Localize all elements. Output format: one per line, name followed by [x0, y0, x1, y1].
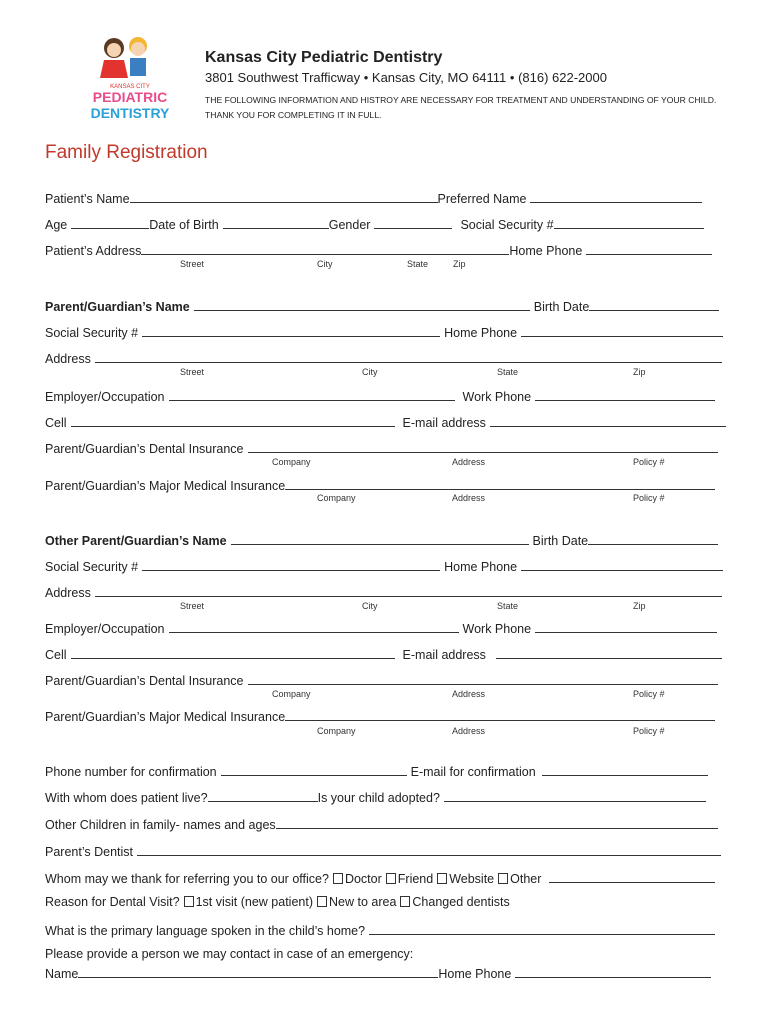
- ssn-field[interactable]: [554, 215, 704, 229]
- emergency-phone-label: Home Phone: [438, 967, 512, 981]
- patient-name-field[interactable]: [130, 189, 438, 203]
- p1-sub-state: State: [497, 367, 519, 377]
- parent1-address-field[interactable]: [95, 349, 722, 363]
- parent1-name-field[interactable]: [194, 297, 530, 311]
- referral-row: [45, 869, 715, 887]
- patient-address-label: Patient’s Address: [45, 244, 142, 258]
- patient-age-row: [45, 215, 704, 233]
- parent2-birth-field[interactable]: [588, 531, 718, 545]
- parent1-employer-row: [45, 387, 715, 405]
- patient-name-row: [45, 189, 702, 207]
- parent1-medical-label: Parent/Guardian’s Major Medical Insurance: [45, 479, 286, 493]
- live-with-label: With whom does patient live?: [45, 791, 208, 805]
- parent2-employer-field[interactable]: [169, 619, 459, 633]
- parent1-work-phone-label: Work Phone: [462, 390, 532, 404]
- phone-confirm-label: Phone number for confirmation: [45, 765, 217, 779]
- parent1-birth-label: Birth Date: [533, 300, 590, 314]
- patient-address-field[interactable]: [141, 241, 509, 255]
- parent1-home-phone-field[interactable]: [521, 323, 723, 337]
- parent2-home-phone-label: Home Phone: [444, 560, 518, 574]
- parent1-email-field[interactable]: [490, 413, 726, 427]
- referral-other-field[interactable]: [549, 869, 715, 883]
- parent2-work-phone-field[interactable]: [535, 619, 717, 633]
- parent1-name-row: [45, 297, 719, 315]
- practice-address: 3801 Southwest Trafficway • Kansas City, MO 64111 • (816) 622-2000: [205, 70, 607, 85]
- parent2-cell-label: Cell: [45, 648, 67, 662]
- reason-new-area-label: New to area: [329, 895, 397, 909]
- parent1-cell-label: Cell: [45, 416, 67, 430]
- parent2-address-label: Address: [45, 586, 91, 600]
- parent2-medical-row: [45, 707, 715, 725]
- gender-field[interactable]: [374, 215, 452, 229]
- age-label: Age: [45, 218, 68, 232]
- practice-name: Kansas City Pediatric Dentistry: [205, 49, 443, 66]
- parent2-work-phone-label: Work Phone: [462, 622, 532, 636]
- phone-confirm-row: [45, 762, 708, 780]
- parent1-address-label: Address: [45, 352, 91, 366]
- adopted-field[interactable]: [444, 788, 706, 802]
- header-note-line1: THE FOLLOWING INFORMATION AND HISTROY ARE NECESSARY FOR TREATMENT AND UNDERSTANDING OF YOUR CHILD.: [205, 95, 717, 105]
- parent2-medical-label: Parent/Guardian’s Major Medical Insurance: [45, 710, 286, 724]
- email-confirm-label: E-mail for confirmation: [410, 765, 536, 779]
- p1-sub-company: Company: [272, 457, 311, 467]
- p2-sub-city: City: [362, 601, 378, 611]
- parent1-medical-field[interactable]: [285, 476, 715, 490]
- referral-website-label: Website: [449, 872, 495, 886]
- parent2-dental-field[interactable]: [248, 671, 718, 685]
- parent1-cell-field[interactable]: [71, 413, 395, 427]
- p1-sub-policy-2: Policy #: [633, 493, 665, 503]
- language-row: [45, 921, 715, 939]
- referral-website-checkbox[interactable]: [437, 873, 447, 884]
- parent2-ssn-label: Social Security #: [45, 560, 139, 574]
- email-confirm-field[interactable]: [542, 762, 708, 776]
- parent2-employer-label: Employer/Occupation: [45, 622, 165, 636]
- parent1-dental-field[interactable]: [248, 439, 718, 453]
- sub-state: State: [407, 259, 429, 269]
- parent2-email-field[interactable]: [496, 645, 722, 659]
- referral-doctor-label: Doctor: [344, 872, 382, 886]
- parents-dentist-row: [45, 842, 721, 860]
- parent1-home-phone-label: Home Phone: [444, 326, 518, 340]
- parent2-name-label: Other Parent/Guardian’s Name: [45, 534, 227, 548]
- sub-city: City: [317, 259, 333, 269]
- other-children-field[interactable]: [276, 815, 718, 829]
- p2-sub-policy: Policy #: [633, 689, 665, 699]
- live-with-row: [45, 788, 706, 806]
- parent2-medical-field[interactable]: [285, 707, 715, 721]
- p2-sub-state: State: [497, 601, 519, 611]
- parent2-employer-row: [45, 619, 717, 637]
- language-field[interactable]: [369, 921, 715, 935]
- emergency-label: Please provide a person we may contact in case of an emergency:: [45, 947, 414, 961]
- other-children-row: [45, 815, 718, 833]
- parent2-email-label: E-mail address: [402, 648, 486, 662]
- p1-sub-zip: Zip: [633, 367, 646, 377]
- parent1-dental-label: Parent/Guardian’s Dental Insurance: [45, 442, 244, 456]
- parent1-medical-row: [45, 476, 715, 494]
- patient-home-phone-label: Home Phone: [509, 244, 583, 258]
- reason-changed-checkbox[interactable]: [400, 896, 410, 907]
- header-note: [205, 93, 716, 123]
- emergency-row: [45, 947, 413, 965]
- parent1-name-label: Parent/Guardian’s Name: [45, 300, 190, 314]
- age-field[interactable]: [71, 215, 149, 229]
- other-children-label: Other Children in family- names and ages: [45, 818, 276, 832]
- referral-doctor-checkbox[interactable]: [333, 873, 343, 884]
- parent1-cell-row: [45, 413, 726, 431]
- parent2-name-field[interactable]: [231, 531, 529, 545]
- emergency-phone-field[interactable]: [515, 964, 711, 978]
- ssn-label: Social Security #: [460, 218, 554, 232]
- referral-other-label: Other: [510, 872, 542, 886]
- parent2-ssn-row: [45, 557, 723, 575]
- p2-sub-ins-address-2: Address: [452, 726, 486, 736]
- parent1-email-label: E-mail address: [402, 416, 486, 430]
- p2-sub-ins-address: Address: [452, 689, 486, 699]
- referral-other-checkbox[interactable]: [498, 873, 508, 884]
- svg-text:KANSAS CITY: KANSAS CITY: [110, 84, 150, 90]
- p2-sub-company-2: Company: [317, 726, 356, 736]
- reason-changed-label: Changed dentists: [412, 895, 510, 909]
- parent1-work-phone-field[interactable]: [535, 387, 715, 401]
- p1-sub-ins-address-2: Address: [452, 493, 486, 503]
- parent2-cell-row: [45, 645, 722, 663]
- referral-friend-label: Friend: [397, 872, 434, 886]
- emergency-name-field[interactable]: [78, 964, 438, 978]
- phone-confirm-field[interactable]: [221, 762, 407, 776]
- svg-text:DENTISTRY: DENTISTRY: [90, 105, 170, 121]
- emergency-name-label: Name: [45, 967, 79, 981]
- parent1-dental-row: [45, 439, 718, 457]
- preferred-name-field[interactable]: [530, 189, 702, 203]
- dob-field[interactable]: [223, 215, 329, 229]
- patient-name-label: Patient’s Name: [45, 192, 130, 206]
- reason-new-area-checkbox[interactable]: [317, 896, 327, 907]
- p1-sub-city: City: [362, 367, 378, 377]
- parent1-ssn-label: Social Security #: [45, 326, 139, 340]
- p1-sub-street: Street: [180, 367, 205, 377]
- practice-logo: [86, 26, 174, 126]
- patient-home-phone-field[interactable]: [586, 241, 712, 255]
- reason-first-visit-checkbox[interactable]: [184, 896, 194, 907]
- p1-sub-company-2: Company: [317, 493, 356, 503]
- reason-row: [45, 895, 510, 913]
- parent2-address-field[interactable]: [95, 583, 722, 597]
- sub-zip: Zip: [453, 259, 466, 269]
- parent1-employer-field[interactable]: [169, 387, 455, 401]
- parent2-cell-field[interactable]: [71, 645, 395, 659]
- patient-address-row: [45, 241, 712, 259]
- form-title: Family Registration: [45, 142, 208, 163]
- parent2-home-phone-field[interactable]: [521, 557, 723, 571]
- live-with-field[interactable]: [208, 788, 318, 802]
- parents-dentist-field[interactable]: [137, 842, 721, 856]
- p2-sub-zip: Zip: [633, 601, 646, 611]
- preferred-name-label: Preferred Name: [437, 192, 527, 206]
- parent2-birth-label: Birth Date: [532, 534, 589, 548]
- parent2-dental-row: [45, 671, 718, 689]
- reason-first-visit-label: 1st visit (new patient): [195, 895, 313, 909]
- parent1-address-row: [45, 349, 722, 367]
- sub-street: Street: [180, 259, 205, 269]
- reason-label: Reason for Dental Visit?: [45, 895, 180, 909]
- svg-text:PEDIATRIC: PEDIATRIC: [92, 89, 168, 105]
- parent1-ssn-field[interactable]: [142, 323, 440, 337]
- emergency-name-row: [45, 964, 711, 982]
- adopted-label: Is your child adopted?: [317, 791, 440, 805]
- parent2-ssn-field[interactable]: [142, 557, 440, 571]
- referral-friend-checkbox[interactable]: [386, 873, 396, 884]
- gender-label: Gender: [328, 218, 371, 232]
- p2-sub-street: Street: [180, 601, 205, 611]
- p2-sub-policy-2: Policy #: [633, 726, 665, 736]
- p1-sub-ins-address: Address: [452, 457, 486, 467]
- language-label: What is the primary language spoken in the child’s home?: [45, 924, 366, 938]
- header-note-line2: THANK YOU FOR COMPLETING IT IN FULL.: [205, 110, 382, 120]
- referral-label: Whom may we thank for referring you to our office?: [45, 872, 329, 886]
- p2-sub-company: Company: [272, 689, 311, 699]
- parent2-dental-label: Parent/Guardian’s Dental Insurance: [45, 674, 244, 688]
- parent1-ssn-row: [45, 323, 723, 341]
- parent1-birth-field[interactable]: [589, 297, 719, 311]
- parents-dentist-label: Parent’s Dentist: [45, 845, 134, 859]
- parent2-address-row: [45, 583, 722, 601]
- parent1-employer-label: Employer/Occupation: [45, 390, 165, 404]
- p1-sub-policy: Policy #: [633, 457, 665, 467]
- dob-label: Date of Birth: [149, 218, 219, 232]
- parent2-name-row: [45, 531, 718, 549]
